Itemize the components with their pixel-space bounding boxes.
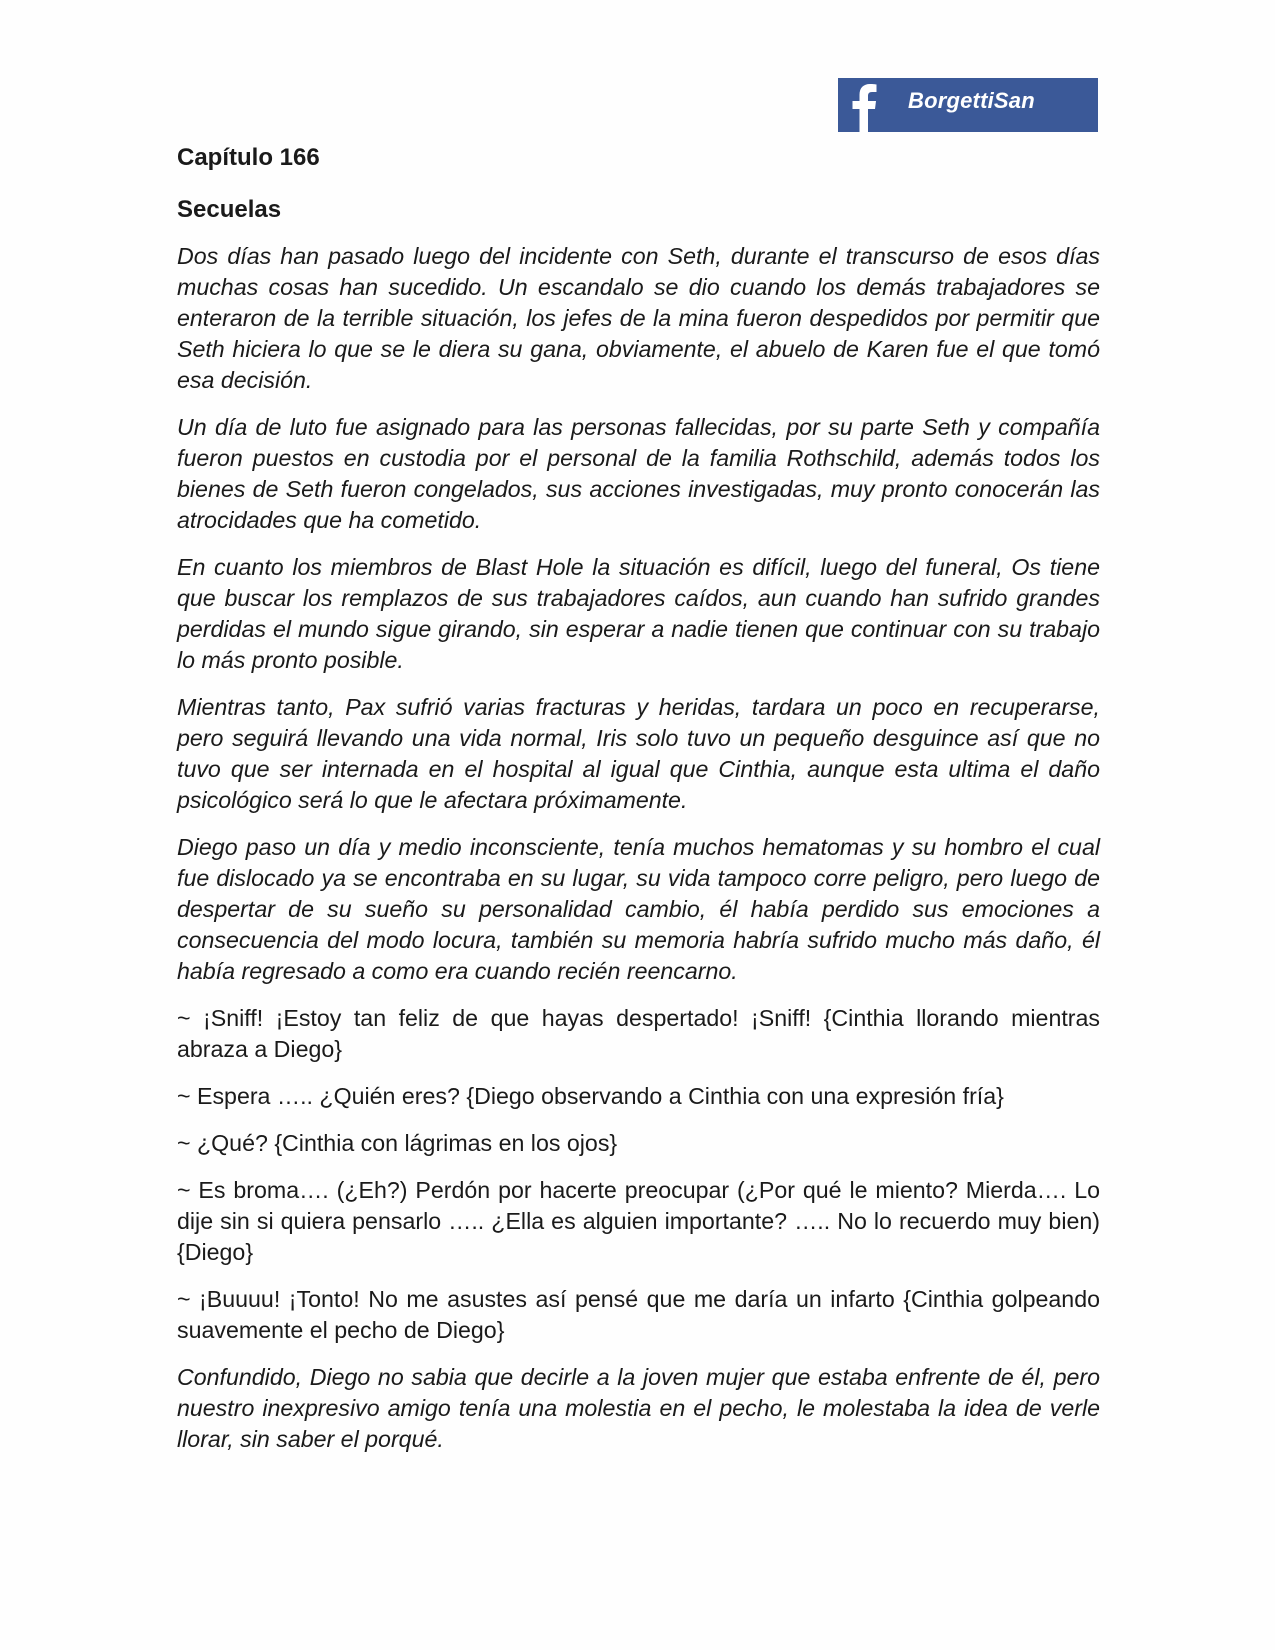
paragraph-dialogue: ~ ¡Sniff! ¡Estoy tan feliz de que hayas despertado! ¡Sniff! {Cinthia llorando mientras abraza a Diego} [177, 1005, 1100, 1062]
facebook-page-name: BorgettiSan [908, 88, 1035, 113]
paragraph-narration: Confundido, Diego no sabia que decirle a la joven mujer que estaba enfrente de él, pero nuestro inexpresivo amigo tenía una molestia en el pecho, le molestaba la idea de verle llorar, sin saber el porqué. [177, 1364, 1100, 1452]
chapter-content [177, 143, 1100, 1471]
paragraph-dialogue: ~ ¡Buuuu! ¡Tonto! No me asustes así pensé que me daría un infarto {Cinthia golpeando suavemente el pecho de Diego} [177, 1286, 1100, 1343]
paragraph-narration: Mientras tanto, Pax sufrió varias fracturas y heridas, tardara un poco en recuperarse, pero seguirá llevando una vida normal, Iris solo tuvo un pequeño desguince así que no tuvo que ser internada en el hospital al igual que Cinthia, aunque esta ultima el daño psicológico será lo que le afectara próximamente. [177, 694, 1100, 813]
chapter-subtitle: Secuelas [177, 196, 282, 223]
chapter-title: Capítulo 166 [177, 144, 320, 171]
paragraph-narration: Dos días han pasado luego del incidente con Seth, durante el transcurso de esos días muchas cosas han sucedido. Un escandalo se dio cuando los demás trabajadores se enteraron de la terrible situación, los jefes de la mina fueron despedidos por permitir que Seth hiciera lo que se le diera su gana, obviamente, el abuelo de Karen fue el que tomó esa decisión. [177, 243, 1100, 393]
paragraph-narration: Un día de luto fue asignado para las personas fallecidas, por su parte Seth y compañía fueron puestos en custodia por el personal de la familia Rothschild, además todos los bienes de Seth fueron congelados, sus acciones investigadas, muy pronto conocerán las atrocidades que ha cometido. [177, 414, 1100, 533]
paragraph-narration: Diego paso un día y medio inconsciente, tenía muchos hematomas y su hombro el cual fue dislocado ya se encontraba en su lugar, su vida tampoco corre peligro, pero luego de despertar de su sueño su personalidad cambio, él había perdido sus emociones a consecuencia del modo locura, también su memoria habría sufrido mucho más daño, él había regresado a como era cuando recién reencarno. [177, 834, 1100, 984]
paragraph-dialogue: ~ ¿Qué? {Cinthia con lágrimas en los ojos} [177, 1130, 618, 1156]
paragraph-dialogue: ~ Es broma…. (¿Eh?) Perdón por hacerte preocupar (¿Por qué le miento? Mierda…. Lo dije sin si quiera pensarlo ….. ¿Ella es alguien importante? ….. No lo recuerdo muy bien) {Diego} [177, 1177, 1100, 1265]
facebook-badge[interactable] [838, 78, 1098, 132]
facebook-icon [838, 78, 890, 132]
paragraph-dialogue: ~ Espera ….. ¿Quién eres? {Diego observando a Cinthia con una expresión fría} [177, 1083, 1004, 1109]
paragraph-narration: En cuanto los miembros de Blast Hole la situación es difícil, luego del funeral, Os tiene que buscar los remplazos de sus trabajadores caídos, aun cuando han sufrido grandes perdidas el mundo sigue girando, sin esperar a nadie tienen que continuar con su trabajo lo más pronto posible. [177, 554, 1100, 673]
